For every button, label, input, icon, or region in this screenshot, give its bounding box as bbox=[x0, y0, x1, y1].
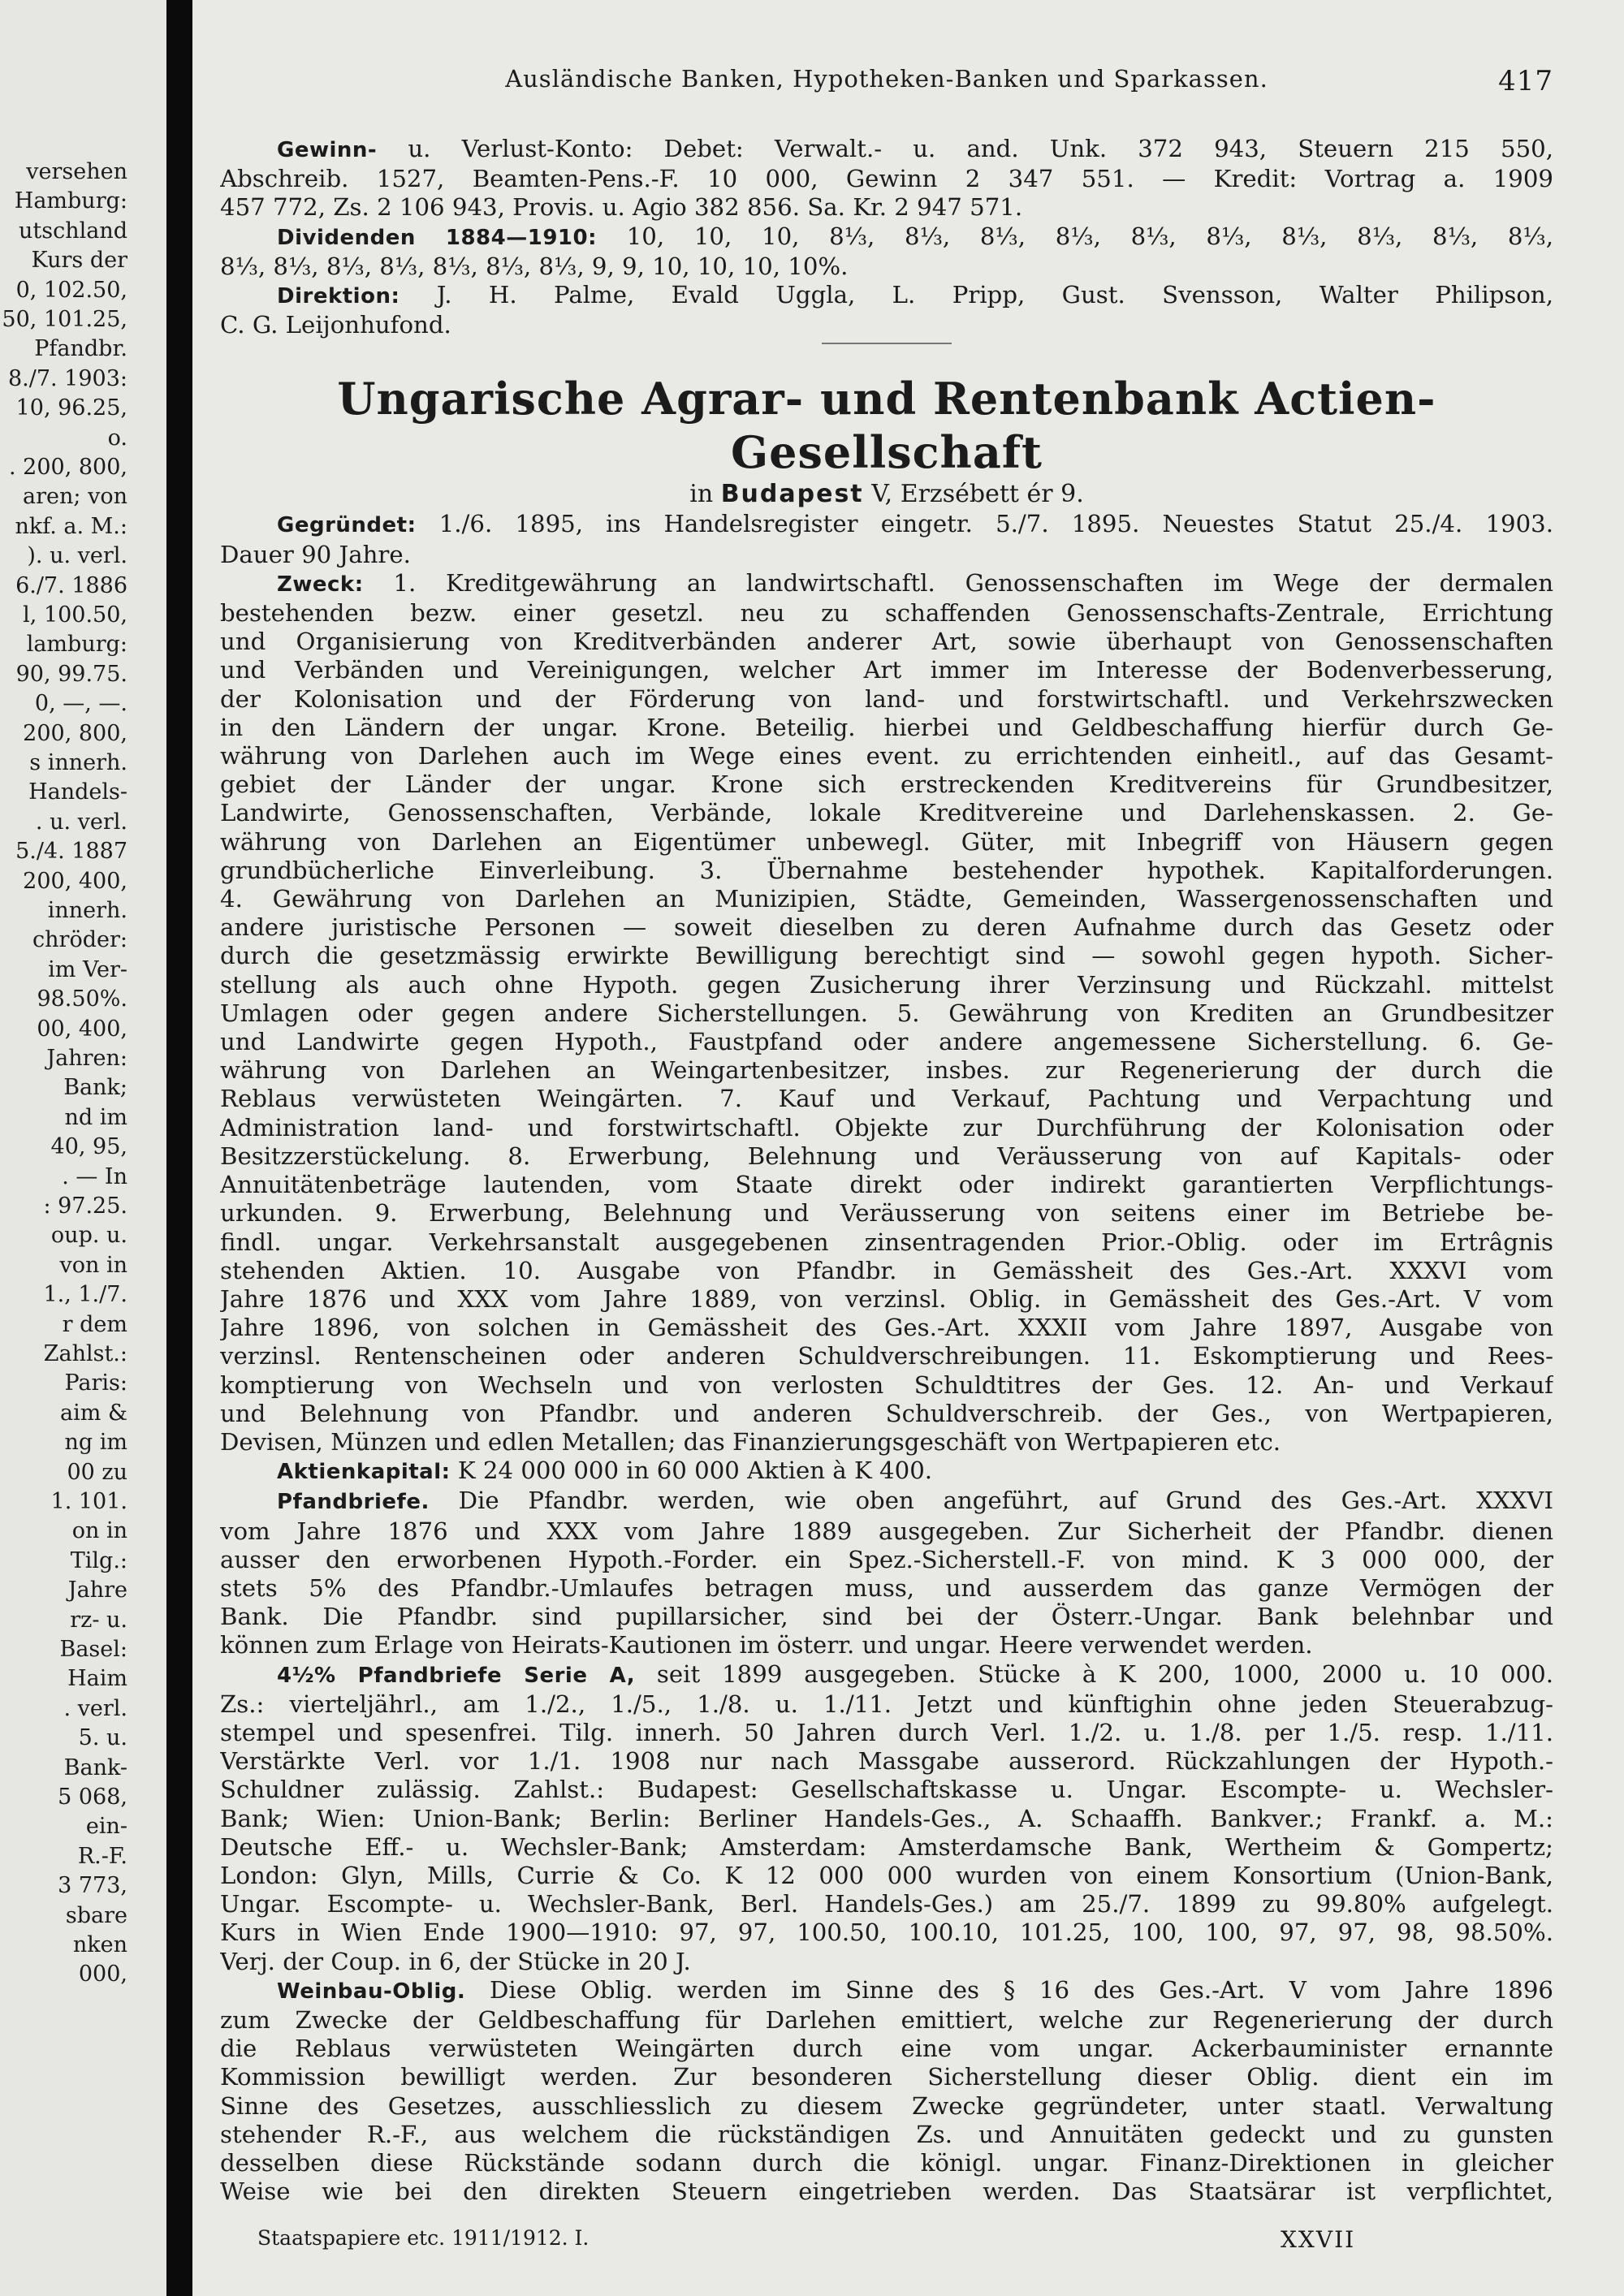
text-line: in den Ländern der ungar. Krone. Beteilig. hierbei und Geldbeschaffung hierfür durch Ge- bbox=[220, 713, 1553, 741]
left-page-fragment: on in bbox=[71, 1518, 127, 1543]
left-page-fragment: rz- u. bbox=[70, 1608, 127, 1633]
left-page-fragment: 90, 99.75. bbox=[15, 662, 127, 687]
page-footer bbox=[257, 2226, 1557, 2255]
left-page-fragment: . — In bbox=[62, 1164, 127, 1189]
text-line: 8⅓, 8⅓, 8⅓, 8⅓, 8⅓, 8⅓, 8⅓, 9, 9, 10, 10, 10, 10%. bbox=[220, 252, 849, 280]
text-line: die Reblaus verwüsteten Weingärten durch eine vom ungar. Ackerbauminister ernannte bbox=[220, 2035, 1553, 2063]
text-line: Dividenden 1884—1910: 10, 10, 10, 8⅓, 8⅓, 8⅓, 8⅓, 8⅓, 8⅓, 8⅓, 8⅓, 8⅓, 8⅓, bbox=[277, 222, 1553, 250]
keyword: 4½% Pfandbriefe Serie A, bbox=[277, 1663, 636, 1688]
left-page-fragment: Jahre bbox=[67, 1577, 127, 1603]
keyword: Aktienkapital: bbox=[277, 1460, 451, 1485]
text-line: grundbücherliche Einverleibung. 3. Übernahme bestehender hypothek. Kapitalforderungen. bbox=[220, 856, 1553, 884]
left-page-fragment: r dem bbox=[62, 1312, 127, 1337]
text-line: der Kolonisation und der Förderung von land- und forstwirtschaftl. und Verkehrszwecken bbox=[220, 684, 1553, 713]
left-page-fragment: . 200, 800, bbox=[9, 455, 127, 480]
left-page-fragment: s innerh. bbox=[29, 750, 127, 775]
page-number: 417 bbox=[1498, 65, 1553, 97]
text-line: Annuitätenbeträge lautenden, vom Staate direkt oder indirekt garantierten Verpflichtungs- bbox=[220, 1171, 1553, 1199]
left-page-fragment: Hamburg: bbox=[14, 188, 127, 214]
text-line: 4. Gewährung von Darlehen an Munizipien, Städte, Gemeinden, Wassergenossenschaften und bbox=[220, 885, 1553, 913]
left-page-fragment: o. bbox=[107, 425, 127, 451]
text-line: und Belehnung von Pfandbr. und anderen Schuldverschreib. der Ges., von Wertpapieren, bbox=[220, 1399, 1553, 1427]
text-line: komptierung von Wechseln und von verlosten Schuldtitres der Ges. 12. An- und Verkauf bbox=[220, 1370, 1553, 1399]
left-page-fragment: ). u. verl. bbox=[27, 543, 127, 568]
section-divider bbox=[822, 343, 952, 344]
text-line: währung von Darlehen an Weingartenbesitzer, insbes. zur Regenerierung der durch die bbox=[220, 1056, 1553, 1085]
left-page-fragment: lamburg: bbox=[26, 632, 127, 657]
text-line: Schuldner zulässig. Zahlst.: Budapest: Gesellschaftskasse u. Ungar. Escompte- u. Wechsler- bbox=[220, 1776, 1553, 1804]
left-page-fragment: 6./7. 1886 bbox=[15, 573, 127, 598]
text-line: Reblaus verwüsteten Weingärten. 7. Kauf und Verkauf, Pachtung und Verpachtung und bbox=[220, 1085, 1553, 1113]
text-line: Zs.: vierteljährl., am 1./2., 1./5., 1./8. u. 1./11. Jetzt und künftighin ohne jeden Steuerabzug- bbox=[220, 1690, 1553, 1718]
text-line: Verstärkte Verl. vor 1./1. 1908 nur nach Massgabe ausserord. Rückzahlungen der Hypoth.- bbox=[220, 1747, 1553, 1776]
keyword: Gewinn- bbox=[277, 138, 378, 162]
left-page-fragment: Paris: bbox=[64, 1370, 127, 1396]
left-page-fragment: Bank- bbox=[63, 1755, 127, 1780]
keyword: Gegründet: bbox=[277, 513, 417, 538]
text-line: Abschreib. 1527, Beamten-Pens.-F. 10 000, Gewinn 2 347 551. — Kredit: Vortrag a. 1909 bbox=[220, 165, 1553, 193]
left-page-fragment: 10, 96.25, bbox=[15, 395, 127, 421]
text-line: und Landwirte gegen Hypoth., Faustpfand oder andere angemessene Sicherstellung. 6. Ge- bbox=[220, 1028, 1553, 1056]
left-page-fragment: Basel: bbox=[59, 1637, 127, 1662]
left-page-fragment: 98.50%. bbox=[37, 986, 127, 1012]
left-page-fragment: aim & bbox=[60, 1400, 127, 1426]
company-location: in Budapest V, Erzsébett ér 9. bbox=[689, 480, 1084, 509]
text-line: Direktion: J. H. Palme, Evald Uggla, L. Pripp, Gust. Svensson, Walter Philipson, bbox=[277, 281, 1553, 309]
text-line: Besitzzerstückelung. 8. Erwerbung, Belehnung und Veräusserung von auf Kapitals- oder bbox=[220, 1142, 1553, 1170]
text-line: Ungar. Escompte- u. Wechsler-Bank, Berl. Handels-Ges.) am 25./7. 1899 zu 99.80% aufgelegt. bbox=[220, 1890, 1553, 1918]
left-page-fragment: 0, —, —. bbox=[34, 691, 127, 716]
text-line: Landwirte, Genossenschaften, Verbände, lokale Kreditvereine und Darlehenskassen. 2. Ge- bbox=[220, 799, 1553, 827]
text-line: C. G. Leijonhufond. bbox=[220, 311, 451, 339]
text-line: verzinsl. Rentenscheinen oder anderen Schuldverschreibungen. 11. Eskomptierung und Rees- bbox=[220, 1342, 1553, 1370]
running-head bbox=[220, 65, 1553, 102]
text-line: können zum Erlage von Heirats-Kautionen im österr. und ungar. Heere verwendet werden. bbox=[220, 1631, 1313, 1659]
keyword: Direktion: bbox=[277, 284, 400, 309]
text-line: bestehenden bezw. einer gesetzl. neu zu schaffenden Genossenschafts-Zentrale, Errichtung bbox=[220, 599, 1553, 628]
left-page-fragment: : 97.25. bbox=[43, 1193, 127, 1219]
keyword: Zweck: bbox=[277, 572, 364, 597]
left-page-fragment: Handels- bbox=[28, 779, 127, 805]
text-line: Bank. Die Pfandbr. sind pupillarsicher, sind bei der Österr.-Ungar. Bank belehnbar und bbox=[220, 1603, 1553, 1631]
text-line: Gegründet: 1./6. 1895, ins Handelsregister eingetr. 5./7. 1895. Neuestes Statut 25./4. 1903. bbox=[277, 510, 1553, 538]
text-line: London: Glyn, Mills, Currie & Co. K 12 000 000 wurden von einem Konsortium (Union-Bank, bbox=[220, 1861, 1553, 1889]
left-page-fragment: utschland bbox=[18, 218, 127, 244]
left-page-fragment: Zahlst.: bbox=[43, 1341, 127, 1366]
left-page-fragment: 5 068, bbox=[58, 1785, 127, 1810]
text-line: Pfandbriefe. Die Pfandbr. werden, wie oben angeführt, auf Grund des Ges.-Art. XXXVI bbox=[277, 1487, 1553, 1515]
left-page-fragment: 1. 101. bbox=[50, 1489, 127, 1514]
text-line: Administration land- und forstwirtschaftl. Objekte zur Durchführung der Kolonisation oder bbox=[220, 1113, 1553, 1142]
text-line: Deutsche Eff.- u. Wechsler-Bank; Amsterdam: Amsterdamsche Bank, Wertheim & Gompertz; bbox=[220, 1832, 1553, 1861]
text-line: zum Zwecke der Geldbeschaffung für Darlehen emittiert, welche zur Regenerierung der durch bbox=[220, 2005, 1553, 2034]
text-line: durch die gesetzmässig erwirkte Bewilligung berechtigt sind — sowohl gegen hypoth. Sicher- bbox=[220, 942, 1553, 970]
keyword: Dividenden 1884—1910: bbox=[277, 225, 597, 250]
text-line: Dauer 90 Jahre. bbox=[220, 540, 411, 568]
left-page-fragment: innerh. bbox=[47, 898, 127, 923]
left-page-fragment: Pfandbr. bbox=[34, 336, 127, 361]
text-line: stehenden Aktien. 10. Ausgabe von Pfandbr. in Gemässheit des Ges.-Art. XXXVI vom bbox=[220, 1256, 1553, 1284]
left-page-fragment: 5./4. 1887 bbox=[15, 839, 127, 864]
left-page-fragment: 1., 1./7. bbox=[43, 1282, 127, 1307]
left-page-fragment: Haim bbox=[67, 1666, 127, 1691]
left-page-fragment: R.-F. bbox=[77, 1844, 127, 1869]
left-page-fragment: 5. u. bbox=[78, 1725, 127, 1750]
text-line: 457 772, Zs. 2 106 943, Provis. u. Agio 382 856. Sa. Kr. 2 947 571. bbox=[220, 193, 1023, 222]
left-page-fragment: 200, 800, bbox=[23, 721, 127, 746]
left-page-fragment: 00 zu bbox=[67, 1460, 127, 1485]
main-page bbox=[192, 0, 1624, 2296]
left-page-fragment: oup. u. bbox=[50, 1223, 127, 1248]
left-page-fragment: nken bbox=[72, 1932, 127, 1957]
text-line: Kurs in Wien Ende 1900—1910: 97, 97, 100.50, 100.10, 101.25, 100, 100, 97, 97, 98, 98.50%. bbox=[220, 1918, 1553, 1947]
left-page-fragment: 00, 400, bbox=[37, 1016, 127, 1042]
left-page-fragment: ng im bbox=[64, 1430, 127, 1455]
text-line: Jahre 1896, von solchen in Gemässheit des Ges.-Art. XXXII vom Jahre 1897, Ausgabe von bbox=[220, 1314, 1553, 1342]
left-page-fragment: 3 773, bbox=[58, 1873, 127, 1898]
text-line: Bank; Wien: Union-Bank; Berlin: Berliner Handels-Ges., A. Schaaffh. Bankver.; Frankf. a. M.: bbox=[220, 1804, 1553, 1832]
company-title: Ungarische Agrar- und Rentenbank Actien-Gesellschaft bbox=[337, 373, 1436, 479]
text-line: Sinne des Gesetzes, ausschliesslich zu diesem Zwecke gegründeter, unter staatl. Verwaltung bbox=[220, 2091, 1553, 2120]
left-page-fragment: chröder: bbox=[32, 927, 127, 952]
text-line: andere juristische Personen — soweit dieselben zu deren Aufnahme durch das Gesetz oder bbox=[220, 913, 1553, 942]
text-line: desselben diese Rückstände sodann durch die königl. ungar. Finanz-Direktionen in gleicher bbox=[220, 2149, 1553, 2177]
left-page-edge bbox=[0, 0, 166, 2296]
text-line: stehender R.-F., aus welchem die rückständigen Zs. und Annuitäten gedeckt und zu gunsten bbox=[220, 2120, 1553, 2148]
text-line: und Organisierung von Kreditverbänden anderer Art, sowie überhaupt von Genossenschaften bbox=[220, 628, 1553, 656]
text-line: stempel und spesenfrei. Tilg. innerh. 50 Jahren durch Verl. 1./2. u. 1./8. per 1./5. resp. 1./11. bbox=[220, 1718, 1553, 1746]
article-body bbox=[220, 135, 1553, 2206]
keyword: Weinbau-Oblig. bbox=[277, 1979, 466, 2004]
left-page-fragment: Kurs der bbox=[31, 248, 127, 273]
left-page-fragment: sbare bbox=[65, 1903, 127, 1928]
text-line: Umlagen oder gegen andere Sicherstellungen. 5. Gewährung von Krediten an Grundbesitzer bbox=[220, 999, 1553, 1027]
text-line: stets 5% des Pfandbr.-Umlaufes betragen muss, und ausserdem das ganze Vermögen der bbox=[220, 1573, 1553, 1602]
left-page-fragment: nkf. a. M.: bbox=[15, 514, 127, 539]
left-page-fragment: 0, 102.50, bbox=[15, 278, 127, 303]
text-line: Kommission bewilligt werden. Zur besonderen Sicherstellung dieser Oblig. dient ein im bbox=[220, 2063, 1553, 2091]
left-page-fragment: aren; von bbox=[23, 484, 127, 509]
left-page-fragment: versehen bbox=[26, 159, 127, 184]
left-page-fragment: im Ver- bbox=[48, 957, 127, 982]
text-line: währung von Darlehen an Eigentümer unbewegl. Güter, mit Inbegriff von Häusern gegen bbox=[220, 827, 1553, 856]
text-line: Gewinn- u. Verlust-Konto: Debet: Verwalt.- u. and. Unk. 372 943, Steuern 215 550, bbox=[277, 135, 1553, 162]
text-line: 4½% Pfandbriefe Serie A, seit 1899 ausgegeben. Stücke à K 200, 1000, 2000 u. 10 000. bbox=[277, 1659, 1553, 1688]
left-page-fragment: Tilg.: bbox=[70, 1548, 127, 1573]
text-line: stellung als auch ohne Hypoth. gegen Zusicherung ihrer Verzinsung und Rückzahl. mittelst bbox=[220, 970, 1553, 999]
text-line: Weinbau-Oblig. Diese Oblig. werden im Sinne des § 16 des Ges.-Art. V vom Jahre 1896 bbox=[277, 1975, 1553, 2004]
text-line: Zweck: 1. Kreditgewährung an landwirtschaftl. Genossenschaften im Wege der dermalen bbox=[277, 568, 1553, 597]
text-line: währung von Darlehen auch im Wege eines event. zu errichtenden einheitl., auf das Gesamt- bbox=[220, 742, 1553, 770]
text-line: Jahre 1876 und XXX vom Jahre 1889, von verzinsl. Oblig. in Gemässheit des Ges.-Art. V vom bbox=[220, 1284, 1553, 1313]
left-page-fragment: 40, 95, bbox=[50, 1134, 127, 1159]
left-page-fragment: Bank; bbox=[63, 1075, 127, 1100]
left-page-fragment: 200, 400, bbox=[23, 869, 127, 894]
left-page-fragment: Jahren: bbox=[46, 1046, 127, 1071]
text-line: Weise wie bei den direkten Steuern eingetrieben werden. Das Staatsärar ist verpflichtet, bbox=[220, 2177, 1553, 2206]
text-line: gebiet der Länder der ungar. Krone sich erstreckenden Kreditvereins für Grundbesitzer, bbox=[220, 770, 1553, 799]
text-line: und Verbänden und Vereinigungen, welcher Art immer im Interesse der Bodenverbesserung, bbox=[220, 656, 1553, 684]
left-page-fragment: l, 100.50, bbox=[23, 602, 127, 628]
company-city: Budapest bbox=[720, 480, 864, 509]
left-page-fragment: 8./7. 1903: bbox=[7, 366, 127, 391]
keyword: Pfandbriefe. bbox=[277, 1490, 430, 1515]
text-line: findl. ungar. Verkehrsanstalt ausgegebenen zinsentragenden Prior.-Oblig. oder im Ertrâgnis bbox=[220, 1228, 1553, 1256]
text-line: ausser den erworbenen Hypoth.-Forder. ein Spez.-Sicherstell.-F. von mind. K 3 000 000, der bbox=[220, 1545, 1553, 1573]
text-line: urkunden. 9. Erwerbung, Belehnung und Veräusserung von seitens einer im Betriebe be- bbox=[220, 1199, 1553, 1228]
left-page-fragment: von in bbox=[59, 1253, 127, 1278]
footer-signature: XXVII bbox=[1281, 2226, 1356, 2253]
left-page-fragment: . u. verl. bbox=[35, 809, 127, 835]
text-line: Aktienkapital: K 24 000 000 in 60 000 Aktien à K 400. bbox=[277, 1457, 933, 1485]
left-page-fragment: ein- bbox=[85, 1814, 127, 1839]
left-page-fragment: 000, bbox=[78, 1962, 127, 1987]
text-line: Devisen, Münzen und edlen Metallen; das Finanzierungsgeschäft von Wertpapieren etc. bbox=[220, 1427, 1281, 1456]
left-page-fragment: 50, 101.25, bbox=[2, 307, 127, 332]
left-page-fragment: nd im bbox=[64, 1105, 127, 1130]
book-gutter bbox=[166, 0, 192, 2296]
left-page-fragment: . verl. bbox=[63, 1696, 127, 1721]
text-line: vom Jahre 1876 und XXX vom Jahre 1889 ausgegeben. Zur Sicherheit der Pfandbr. dienen bbox=[220, 1517, 1553, 1545]
running-head-title: Ausländische Banken, Hypotheken-Banken und Sparkassen. bbox=[505, 65, 1268, 93]
footer-series: Staatspapiere etc. 1911/1912. I. bbox=[257, 2226, 590, 2250]
text-line: Verj. der Coup. in 6, der Stücke in 20 J. bbox=[220, 1947, 691, 1975]
